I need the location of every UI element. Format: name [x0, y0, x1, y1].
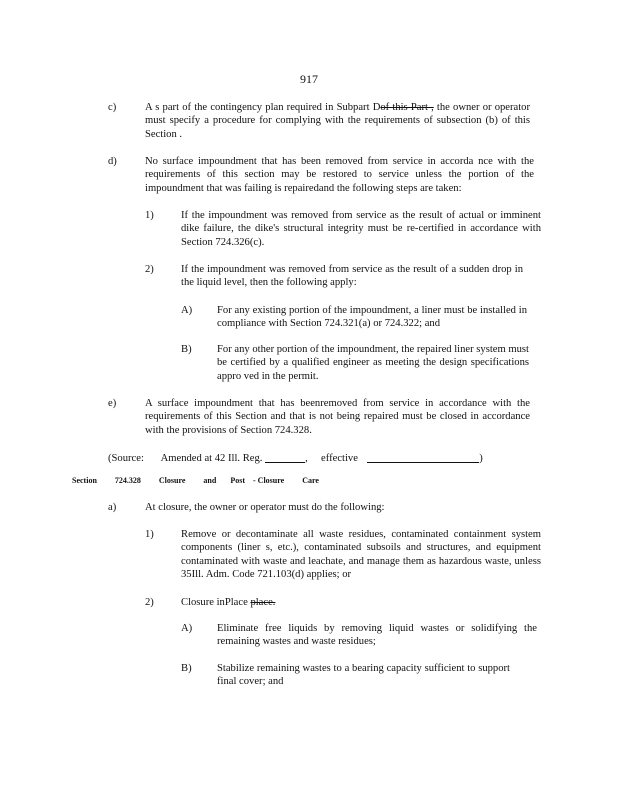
item-d2-label: 2): [145, 264, 154, 275]
item-d2b-label: B): [181, 344, 192, 355]
section-a1-label: 1): [145, 529, 154, 540]
item-c-struck-text: of this Part ,: [380, 102, 434, 113]
section-title-closure: Closure: [158, 476, 186, 485]
section-number: 724.328: [114, 476, 141, 485]
item-d-text: No surface impoundment that has been removed from service in accorda nce with the requirements of this section may be restored to service unless the portion of the impoundment that was failing is repairedand the following steps are taken:: [145, 156, 534, 194]
source-reg-blank: [265, 451, 305, 463]
section-a-text: At closure, the owner or operator must do the following:: [145, 502, 385, 513]
item-c-text-part2: the owner or operator must specify a procedure for complying with the requirements of subsection (b) of this Section .: [145, 102, 530, 140]
section-a2b-text: Stabilize remaining wastes to a bearing capacity sufficient to support final cover; and: [217, 663, 510, 688]
source-open: (Source:: [108, 453, 144, 464]
source-close: ): [479, 453, 483, 464]
section-title-and: and: [203, 476, 217, 485]
page-number: 917: [300, 72, 318, 86]
source-comma: ,: [305, 453, 308, 464]
section-a2-text-main: Closure inPlace: [181, 597, 251, 608]
item-d1-text: If the impoundment was removed from service as the result of actual or imminent dike failure, the dike's structural integrity must be re-certified in accordance with Section 724.326(c).: [181, 210, 541, 248]
item-d2a-label: A): [181, 305, 193, 316]
section-a2-struck-text: place.: [250, 597, 276, 608]
item-e-text: A surface impoundment that has beenremoved from service in accordance with the requirements of this Section and that is not being repaired must be closed in accordance with the provisions of Section 724.328.: [145, 398, 530, 436]
item-e-label: e): [108, 398, 117, 409]
item-c-text-part1: A s part of the contingency plan required in Subpart D: [145, 102, 381, 113]
item-c-label: c): [108, 102, 117, 113]
item-d1-label: 1): [145, 210, 154, 221]
section-a-label: a): [108, 502, 117, 513]
source-amended: Amended at 42 Ill. Reg.: [160, 453, 263, 464]
source-effective: effective: [321, 453, 358, 464]
item-d2-text: If the impoundment was removed from service as the result of a sudden drop in the liquid level, then the following apply:: [181, 264, 523, 289]
section-a2a-text: Eliminate free liquids by removing liquid wastes or solidifying the remaining wastes and waste residues;: [217, 623, 537, 648]
section-heading: [72, 476, 319, 485]
source-note: [108, 451, 538, 465]
source-date-blank: [367, 451, 479, 463]
item-d-label: d): [108, 156, 117, 167]
item-d2b-text: For any other portion of the impoundment, the repaired liner system must be certified by a qualified engineer as meeting the design specifications appro ved in the permit.: [217, 344, 529, 382]
section-title-post: Post: [230, 476, 245, 485]
section-a1-text: Remove or decontaminate all waste residues, contaminated containment system components (liner s, etc.), contaminated subsoils and structures, and equipment contaminated with waste and leachate, and manage them as hazardous waste, unless 35Ill. Adm. Code 721.103(d) applies; or: [181, 529, 541, 581]
section-title-closure2: - Closure: [253, 476, 285, 485]
item-c-text: [145, 101, 530, 141]
section-a2a-label: A): [181, 623, 193, 634]
section-word: Section: [72, 476, 97, 485]
section-a2-text: [181, 596, 381, 609]
section-a2b-label: B): [181, 663, 192, 674]
section-a2-label: 2): [145, 597, 154, 608]
section-title-care: Care: [302, 476, 319, 485]
item-d2a-text: For any existing portion of the impoundment, a liner must be installed in compliance with Section 724.321(a) or 724.322; and: [217, 305, 527, 330]
